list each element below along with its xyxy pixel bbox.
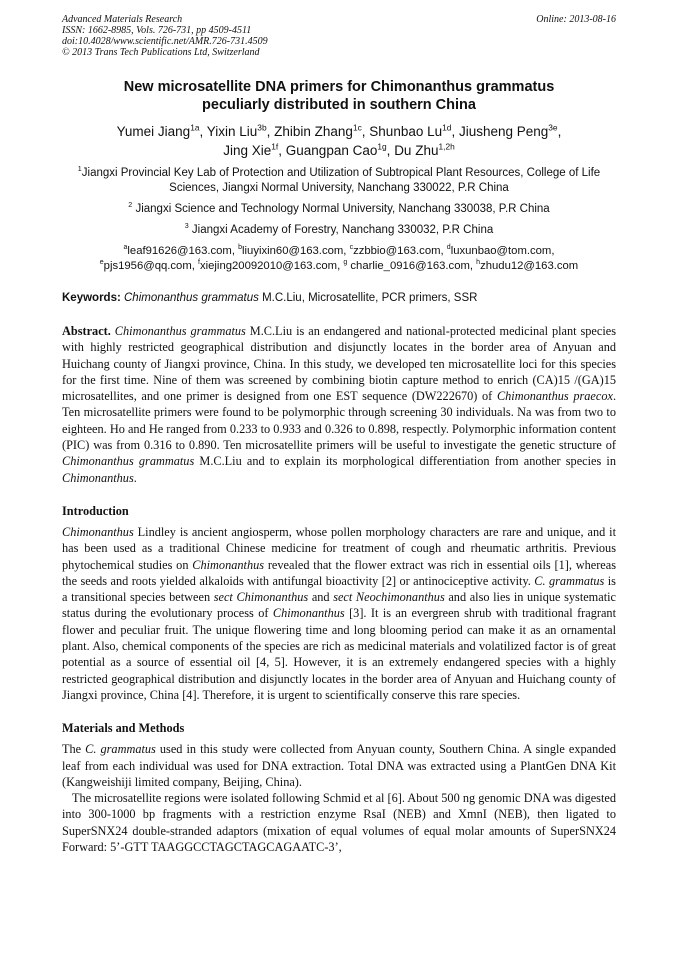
author: Du Zhu$^{1,2h}$ [394, 141, 455, 158]
title-line-1: New microsatellite DNA primers for Chimonanthus grammatus [123, 79, 555, 95]
affiliation-1: $^1$Jiangxi Provincial Key Lab of Protection and Utilization of Subtropical Plant Resources, College of Life Sciences, Jiangxi Normal University, Nanchang 330022, P.R China [77, 165, 601, 194]
paper-title [62, 78, 616, 114]
email-list: $^a$leaf91626@163.com, $^b$liuyixin60@163.com, $^c$zzbbio@163.com, $^d$luxunbao@tom.com, $^e$pjs1956@qq.com, $^f$xiejing20092010@163.com, $^g$ charlie_0916@163.com, $^h$zhudu12@163.com [99, 244, 579, 272]
email: luxunbao@tom.com, [450, 245, 555, 257]
copyright-line: © 2013 Trans Tech Publications Ltd, Switzerland [62, 47, 260, 58]
author: Guangpan Cao$^{1g}$ [285, 141, 387, 158]
email: pjs1956@qq.com, [103, 260, 199, 272]
email: leaf91626@163.com, [127, 245, 239, 257]
author-list: Yumei Jiang$^{1a}$, Yixin Liu$^{3b}$, Zhibin Zhang$^{1c}$, Shunbao $Lu^{1d}$, Jiusheng Peng$^{3e}$, Jing Xie$^{1f}$, Guangpan Cao$^{1g}$, Du Zhu$^{1,2h}$ [116, 122, 562, 158]
title-line-2: peculiarly distributed in southern China [202, 97, 476, 113]
email: zzbbio@163.com, [353, 245, 447, 257]
email: liuyixin60@163.com, [242, 245, 350, 257]
author: Jing Xie$^{1f}$ [223, 141, 279, 158]
affiliation-2: $^2$ Jiangxi Science and Technology Normal University, Nanchang 330038, P.R China [128, 201, 550, 215]
keywords: Keywords: Chimonanthus grammatus M.C.Liu, Microsatellite, PCR primers, SSR [62, 292, 478, 304]
methods-paragraph-1: The C. grammatus used in this study were collected from Anyuan county, Southern China. A single expanded leaf from each individual was used for DNA extraction. Total DNA was extracted using a PlantGen DNA Kit (Kangweishiji limited company, Beijing, China). [62, 742, 616, 789]
section-heading-methods: Materials and Methods [62, 721, 185, 736]
online-date: Online: 2013-08-16 [536, 14, 616, 25]
author: Yumei Jiang$^{1a}$ [116, 122, 200, 139]
paper-page [62, 14, 616, 855]
author: Zhibin Zhang$^{1c}$ [274, 122, 362, 139]
issn-line: ISSN: 1662-8985, Vols. 726-731, pp 4509-4511 [62, 25, 252, 36]
keywords-label: Keywords: [62, 292, 121, 304]
email: zhudu12@163.com [480, 260, 579, 272]
author: Yixin Liu$^{3b}$ [206, 122, 267, 139]
abstract: Abstract. Chimonanthus grammatus M.C.Liu is an endangered and national-protected medicinal plant species with highly restricted geographical distribution and disjunctly locates in the border area of Anyuan and Huichang county of Jiangxi province, China. In this study, we developed ten microsatellite loci for this species for the first time. Nine of them was screened by combining biotin capture method to enrich (CA)15 /(GA)15 microsatellites, and one primer is designed from one EST sequence (DW222670) of Chimonanthus praecox. Ten microsatellite primers were found to be polymorphic through screening 30 individuals. Na was from two to eighteen. Ho and He ranged from 0.233 to 0.933 and 0.326 to 0.898, respectly. Polymorphic information content (PIC) was from 0.316 to 0.890. Ten microsatellite primers will be useful to investigate the genetic structure of Chimonanthus grammatus M.C.Liu and to explain its morphological differentiation from another species in Chimonanthus. [62, 324, 617, 485]
affiliation-3: $^3$ Jiangxi Academy of Forestry, Nanchang 330032, P.R China [184, 222, 494, 236]
abstract-label: Abstract. [62, 324, 111, 338]
author: Shunbao $Lu^{1d}$ [369, 122, 452, 139]
author: Jiusheng Peng$^{3e}$ [458, 122, 558, 139]
doi-line: doi:10.4028/www.scientific.net/AMR.726-731.4509 [62, 36, 268, 47]
email: charlie_0916@163.com, [347, 260, 477, 272]
section-heading-introduction: Introduction [62, 503, 129, 518]
journal-name: Advanced Materials Research [62, 14, 183, 25]
methods-paragraph-2: The microsatellite regions were isolated following Schmid et al [6]. About 500 ng genomic DNA was digested into 300-1000 bp fragments with a restriction enzyme RsaI (NEB) and XmnI (NEB), then ligated to SuperSNX24 double-stranded adaptors (mixation of equal volumes of equal molar amounts of SuperSNX24 Forward: 5’-GTT TAAGGCCTAGCTAGCAGAATC-3’, [62, 791, 616, 855]
email: xiejing20092010@163.com, [199, 260, 344, 272]
introduction-paragraph: Chimonanthus Lindley is ancient angiosperm, whose pollen morphology characters are rare and unique, and it has been used as a traditional Chinese medicine for treatment of cough and rheumatic arthritis. Previous phytochemical studies on Chimonanthus revealed that the flower extract was rich in essential oils [1], whereas the seeds and roots yielded alkaloids with antifungal bioactivity [2] or antinociceptive activity. C. grammatus is a transitional species between sect Chimonanthus and sect Neochimonanthus and also lies in unique systematic status during the evolutionary process of Chimonanthus [3]. It is an evergreen shrub with traditional fragrant flower and peculiar fruit. The unique flowering time and long blooming period can make it as an ornamental plant. Also, chemical components of the species are rich as medicinal materials and volatilized factor is of great potential as a source of essential oil [4, 5]. However, it is an extremely endangered species with a highly restricted geographical distribution and disjunctly locates in the border area of Anyuan and Huichang county of Jiangxi province, China [4]. Therefore, it is urgent to scientifically conserve this rare species. [62, 524, 617, 702]
journal-header [62, 14, 616, 58]
